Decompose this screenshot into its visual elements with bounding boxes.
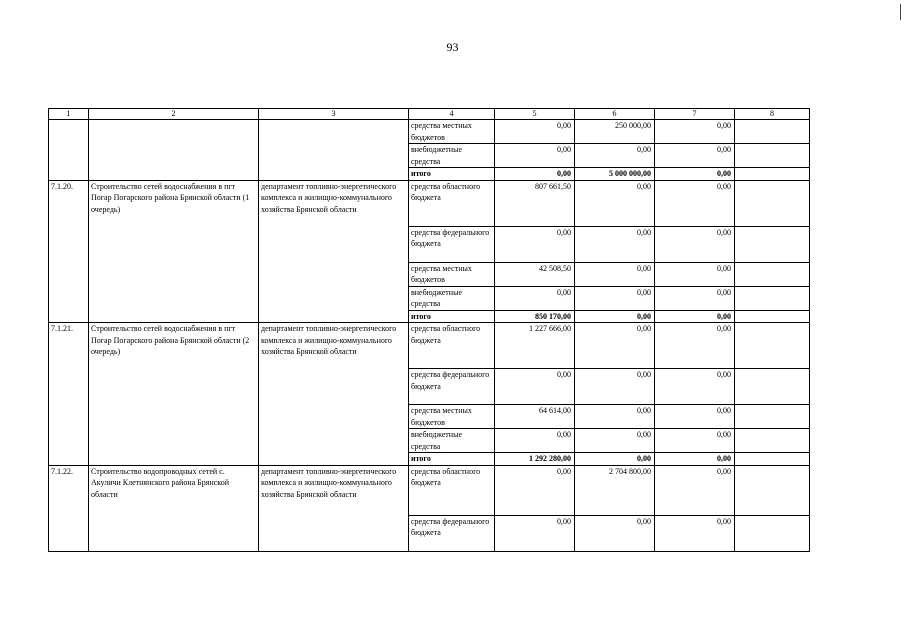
executor-cell: департамент топливно-энергетического комплекса и жилищно-коммунального хозяйства Брянской области (259, 465, 409, 551)
amount-col5-cell: 0,00 (495, 144, 575, 168)
column-number: 8 (735, 109, 810, 120)
amount-col6-cell: 0,00 (575, 429, 655, 453)
amount-col5-cell: 0,00 (495, 429, 575, 453)
funding-source-cell: итого (409, 310, 495, 323)
amount-col5-cell: 0,00 (495, 369, 575, 405)
funding-source-cell: внебюджетные средства (409, 144, 495, 168)
amount-col8-cell (735, 453, 810, 466)
funding-source-cell: внебюджетные средства (409, 429, 495, 453)
amount-col6-cell: 0,00 (575, 405, 655, 429)
amount-col6-cell: 0,00 (575, 310, 655, 323)
amount-col8-cell (735, 323, 810, 369)
amount-col5-cell: 42 508,50 (495, 262, 575, 286)
amount-col5-cell: 0,00 (495, 120, 575, 144)
executor-cell: департамент топливно-энергетического комплекса и жилищно-коммунального хозяйства Брянской области (259, 323, 409, 466)
project-code-cell: 7.1.21. (49, 323, 89, 466)
amount-col8-cell (735, 369, 810, 405)
column-number: 5 (495, 109, 575, 120)
funding-source-cell: средства местных бюджетов (409, 120, 495, 144)
amount-col7-cell: 0,00 (655, 286, 735, 310)
amount-col5-cell: 1 227 666,00 (495, 323, 575, 369)
funding-source-cell: средства местных бюджетов (409, 405, 495, 429)
column-number: 7 (655, 109, 735, 120)
amount-col8-cell (735, 168, 810, 181)
table-row (49, 180, 810, 226)
amount-col8-cell (735, 180, 810, 226)
project-code-cell: 7.1.22. (49, 465, 89, 551)
amount-col6-cell: 0,00 (575, 144, 655, 168)
column-number-row (49, 109, 810, 120)
amount-col5-cell: 64 614,00 (495, 405, 575, 429)
amount-col8-cell (735, 144, 810, 168)
column-number: 4 (409, 109, 495, 120)
amount-col7-cell: 0,00 (655, 262, 735, 286)
funding-source-cell: средства областного бюджета (409, 323, 495, 369)
funding-source-cell: средства местных бюджетов (409, 262, 495, 286)
amount-col8-cell (735, 120, 810, 144)
amount-col7-cell: 0,00 (655, 226, 735, 262)
amount-col7-cell: 0,00 (655, 405, 735, 429)
amount-col8-cell (735, 226, 810, 262)
funding-source-cell: итого (409, 453, 495, 466)
amount-col7-cell: 0,00 (655, 465, 735, 515)
amount-col5-cell: 0,00 (495, 515, 575, 551)
executor-cell: департамент топливно-энергетического комплекса и жилищно-коммунального хозяйства Брянской области (259, 180, 409, 323)
amount-col6-cell: 2 704 800,00 (575, 465, 655, 515)
amount-col8-cell (735, 405, 810, 429)
column-number: 2 (89, 109, 259, 120)
amount-col7-cell: 0,00 (655, 168, 735, 181)
amount-col8-cell (735, 286, 810, 310)
amount-col6-cell: 0,00 (575, 286, 655, 310)
page-number: 93 (446, 40, 459, 54)
budget-table (48, 108, 810, 552)
funding-source-cell: итого (409, 168, 495, 181)
amount-col7-cell: 0,00 (655, 120, 735, 144)
table-row (49, 465, 810, 515)
column-number: 1 (49, 109, 89, 120)
amount-col5-cell: 0,00 (495, 286, 575, 310)
amount-col7-cell: 0,00 (655, 369, 735, 405)
amount-col5-cell: 0,00 (495, 226, 575, 262)
amount-col8-cell (735, 429, 810, 453)
column-number: 6 (575, 109, 655, 120)
amount-col5-cell: 850 170,00 (495, 310, 575, 323)
amount-col6-cell: 0,00 (575, 369, 655, 405)
amount-col7-cell: 0,00 (655, 180, 735, 226)
amount-col5-cell: 0,00 (495, 465, 575, 515)
amount-col6-cell: 0,00 (575, 515, 655, 551)
edge-mark (900, 4, 901, 20)
amount-col7-cell: 0,00 (655, 515, 735, 551)
project-name-cell: Строительство сетей водоснабжения в пгт Погар Погарского района Брянской области (2 очередь) (89, 323, 259, 466)
table-row (49, 120, 810, 144)
amount-col7-cell: 0,00 (655, 310, 735, 323)
amount-col6-cell: 0,00 (575, 180, 655, 226)
amount-col5-cell: 0,00 (495, 168, 575, 181)
code-cell (49, 120, 89, 181)
amount-col6-cell: 250 000,00 (575, 120, 655, 144)
column-number: 3 (259, 109, 409, 120)
amount-col8-cell (735, 310, 810, 323)
funding-source-cell: средства областного бюджета (409, 465, 495, 515)
amount-col6-cell: 5 000 000,00 (575, 168, 655, 181)
funding-source-cell: средства федерального бюджета (409, 369, 495, 405)
amount-col5-cell: 1 292 280,00 (495, 453, 575, 466)
project-code-cell: 7.1.20. (49, 180, 89, 323)
table-row (49, 323, 810, 369)
amount-col6-cell: 0,00 (575, 226, 655, 262)
executor-cell (259, 120, 409, 181)
funding-source-cell: средства областного бюджета (409, 180, 495, 226)
funding-source-cell: внебюджетные средства (409, 286, 495, 310)
amount-col6-cell: 0,00 (575, 262, 655, 286)
amount-col7-cell: 0,00 (655, 429, 735, 453)
amount-col6-cell: 0,00 (575, 323, 655, 369)
funding-source-cell: средства федерального бюджета (409, 226, 495, 262)
amount-col8-cell (735, 262, 810, 286)
amount-col8-cell (735, 465, 810, 515)
amount-col6-cell: 0,00 (575, 453, 655, 466)
project-name-cell (89, 120, 259, 181)
project-name-cell: Строительство сетей водоснабжения в пгт Погар Погарского района Брянской области (1 очередь) (89, 180, 259, 323)
amount-col8-cell (735, 515, 810, 551)
amount-col7-cell: 0,00 (655, 323, 735, 369)
project-name-cell: Строительство водопроводных сетей с. Акуличи Клетнянского района Брянской области (89, 465, 259, 551)
funding-source-cell: средства федерального бюджета (409, 515, 495, 551)
amount-col7-cell: 0,00 (655, 453, 735, 466)
amount-col5-cell: 807 661,50 (495, 180, 575, 226)
amount-col7-cell: 0,00 (655, 144, 735, 168)
